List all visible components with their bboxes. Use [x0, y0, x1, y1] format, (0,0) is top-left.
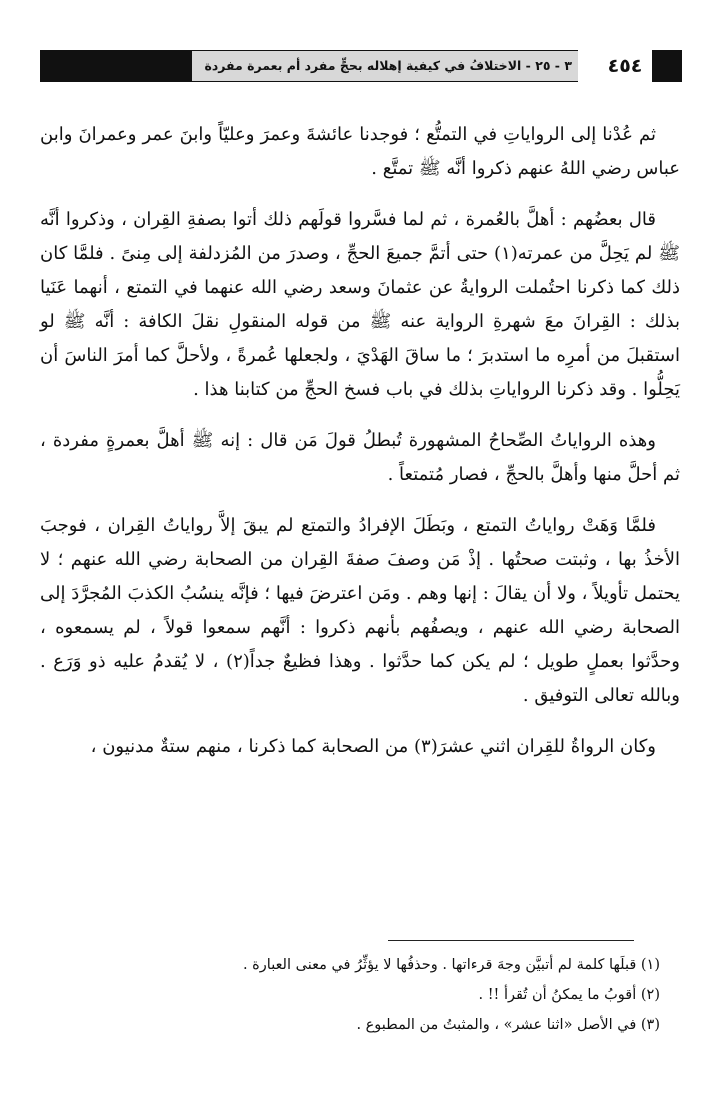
footnote: (٣) في الأصل «اثنا عشر» ، والمثبتُ من المطبوع .: [356, 1017, 660, 1033]
paragraph: وكان الرواةُ للقِران اثني عشرَ(٣) من الصحابة كما ذكرنا ، منهم ستةٌ مدنيون ،: [90, 736, 656, 757]
paragraph: قال بعضُهم : أهلَّ بالعُمرة ، ثم لما فسَّروا قولَهم ذلك أتوا بصفةِ القِران ، وذكروا أنَّه ﷺ لم يَحِلَّ من عمرته(١) حتى أتمَّ جميعَ الحجِّ ، وصدرَ من المُزدلفة إلى مِنىً . فلمَّا كان ذلك كما ذكرنا احتُملت الروايةُ عن عثمانَ وسعد رضي الله عنهما في التمتع ، أنهما عَنَيا بذلك : القِرانَ معَ شهرةِ الرواية عنه ﷺ من قوله المنقولِ نقلَ الكافة : أنَّه ﷺ لو استقبلَ من أمرِه ما استدبرَ ؛ ما ساقَ الهَدْيَ ، ولجعلها عُمرةً ، ولأحلَّ كما أمرَ الناسَ أن يَحِلُّوا . وقد ذكرنا الرواياتِ بذلك في باب فسخ الحجِّ من كتابنا هذا .: [40, 209, 680, 400]
paragraph: ثم عُدْنا إلى الرواياتِ في التمتُّع ؛ فوجدنا عائشةَ وعمرَ وعليّاً وابنَ عمر وعمرانَ وابن عباس رضي اللهُ عنهم ذكروا أنَّه ﷺ تمتَّع .: [40, 124, 680, 179]
paragraph: فلمَّا وَهَتْ رواياتُ التمتع ، وبَطَلَ الإفرادُ والتمتع لم يبقَ إلاَّ رواياتُ القِران ، فوجبَ الأخذُ بها ، وثبتت صحتُها . إذْ مَن وصفَ صفةَ القِران من الصحابة رضي الله عنهم ؛ لا يحتمل تأويلاً ، ولا أن يقالَ : إنها وهم . ومَن اعترضَ فيها ؛ فإنَّه ينسُبُ الكذبَ المُجرَّدَ إلى الصحابة رضي الله عنهم ، ويصفُهم بأنهم ذكروا : أنَّهم سمعوا قولاً ، لم يسمعوه ، وحدَّثوا بعملٍ طويل ؛ لم يكن كما حدَّثوا . وهذا فظيعٌ جداً(٢) ، لا يُقدمُ عليه ذو وَرَع . وبالله تعالى التوفيق .: [40, 515, 680, 706]
page-number: ٤٥٤: [607, 55, 643, 77]
footnote: (١) قبلَها كلمة لم أتبيَّن وجهَ قرءاتها . وحذفُها لا يؤثِّرُ في معنى العبارة .: [242, 957, 660, 973]
paragraph: وهذه الرواياتُ الصِّحاحُ المشهورة تُبطلُ قولَ مَن قال : إنه ﷺ أهلَّ بعمرةٍ مفردة ، ثم أحلَّ منها وأهلَّ بالحجِّ ، فصار مُتمتعاً .: [40, 430, 680, 485]
footnote: (٢) أقوبُ ما يمكنُ أن تُقرأ !! .: [478, 987, 660, 1003]
header-black-bar-left: [40, 50, 192, 82]
header-black-bar-right: [652, 50, 682, 82]
main-text: [40, 118, 680, 781]
page-header: [40, 50, 682, 82]
footnote-separator: [388, 940, 634, 941]
running-title: ٣ - ٢٥ - الاختلافُ في كيفية إهلاله بحجٍّ مفرد أم بعمرة مفردة: [192, 50, 578, 82]
footnotes: [40, 950, 660, 1040]
